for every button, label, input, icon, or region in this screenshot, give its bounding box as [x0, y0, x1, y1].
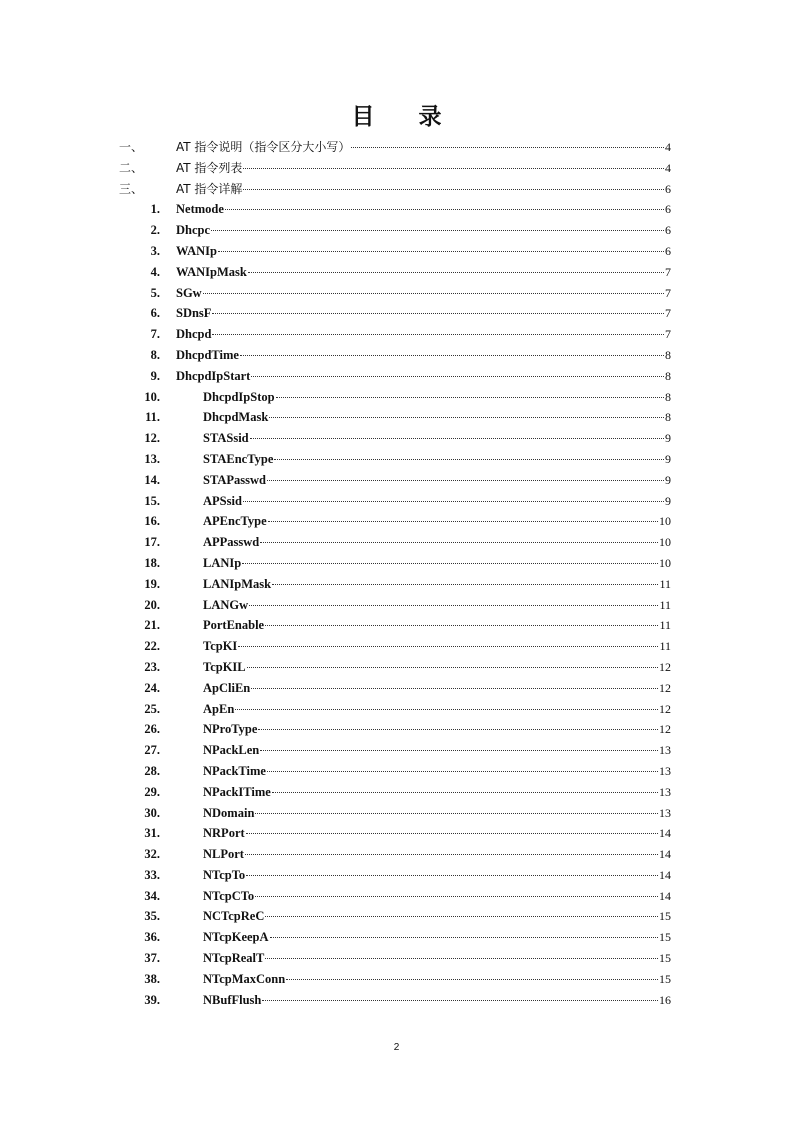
toc-dot-leader: [255, 813, 658, 814]
toc-entry[interactable]: [0, 407, 793, 428]
toc-entry-page[interactable]: 6: [665, 223, 671, 238]
toc-entry-title[interactable]: NTcpTo: [203, 867, 246, 882]
toc-entry-page[interactable]: 11: [659, 576, 671, 591]
toc-entry[interactable]: [0, 428, 793, 449]
page-number: 2: [393, 1042, 400, 1053]
toc-dot-leader: [272, 584, 658, 585]
toc-entry-number: 10.: [144, 389, 160, 404]
toc-entry[interactable]: [0, 387, 793, 408]
toc-entry-number: 16.: [144, 514, 160, 529]
toc-entry-page[interactable]: 7: [665, 327, 671, 342]
toc-entry-line: [176, 220, 671, 241]
toc-entry-line: [203, 782, 671, 803]
toc-entry-number: 21.: [144, 618, 160, 633]
toc-entry-number: 34.: [144, 888, 160, 903]
toc-entry-title[interactable]: DhcpdTime: [176, 347, 239, 362]
toc-entry-page[interactable]: 15: [659, 951, 671, 966]
toc-entry-page[interactable]: 9: [665, 493, 671, 508]
toc-entry-line: [203, 449, 671, 470]
toc-entry-number: 30.: [144, 805, 160, 820]
toc-entry-number: 35.: [144, 909, 160, 924]
toc-entry-line: [176, 303, 671, 324]
toc-entry-page[interactable]: 15: [659, 909, 671, 924]
toc-entry-title[interactable]: NLPort: [203, 847, 244, 862]
toc-entry-title[interactable]: Dhcpd: [176, 327, 212, 342]
toc-entry-page[interactable]: 8: [665, 389, 671, 404]
toc-entry-page[interactable]: 6: [665, 181, 671, 196]
toc-entry-page[interactable]: 4: [665, 160, 671, 175]
toc-entry-page[interactable]: 14: [659, 888, 671, 903]
toc-entry-page[interactable]: 4: [665, 140, 671, 154]
toc-entry[interactable]: [0, 532, 793, 553]
toc-entry-number: 37.: [144, 951, 160, 966]
toc-entry[interactable]: [0, 366, 793, 387]
toc-dot-leader: [242, 563, 658, 564]
toc-entry-title[interactable]: ApCliEn: [203, 680, 251, 695]
toc-entry-line: [203, 636, 671, 657]
toc-entry[interactable]: [0, 719, 793, 740]
toc-entry-page[interactable]: 13: [659, 805, 671, 820]
toc-entry-page[interactable]: 7: [665, 285, 671, 300]
toc-entry-title[interactable]: NPackLen: [203, 743, 260, 758]
toc-entry-number: 8.: [150, 347, 160, 362]
toc-entry-number: 14.: [144, 472, 160, 487]
toc-entry-number: 一、: [119, 140, 144, 154]
toc-entry-page[interactable]: 13: [659, 784, 671, 799]
toc-entry-title[interactable]: PortEnable: [203, 618, 265, 633]
toc-entry-number: 23.: [144, 659, 160, 674]
toc-entry[interactable]: [0, 137, 793, 158]
toc-dot-leader: [246, 833, 658, 834]
toc-entry-line: [176, 366, 671, 387]
toc-entry-number: 39.: [144, 992, 160, 1007]
toc-entry-page[interactable]: 11: [659, 597, 671, 612]
toc-entry-line: [203, 428, 671, 449]
toc-entry-title[interactable]: STASsid: [203, 431, 249, 446]
toc-dot-leader: [246, 875, 658, 876]
toc-entry-page[interactable]: 11: [659, 639, 671, 654]
toc-dot-leader: [265, 625, 658, 626]
toc-entry-title[interactable]: ApEn: [203, 701, 235, 716]
toc-entry-line: [176, 179, 671, 200]
toc-dot-leader: [265, 916, 658, 917]
toc-entry-title[interactable]: WANIp: [176, 243, 217, 258]
toc-entry-page[interactable]: 6: [665, 202, 671, 217]
toc-dot-leader: [243, 168, 664, 169]
toc-entry-title[interactable]: APEncType: [203, 514, 267, 529]
toc-entry-page[interactable]: 13: [659, 743, 671, 758]
toc-entry-line: [203, 699, 671, 720]
toc-entry-page[interactable]: 14: [659, 867, 671, 882]
toc-entry-page[interactable]: 15: [659, 971, 671, 986]
toc-entry-number: 29.: [144, 784, 160, 799]
toc-dot-leader: [243, 189, 664, 190]
toc-entry-number: 9.: [150, 368, 160, 383]
toc-entry-title[interactable]: NPackTime: [203, 763, 266, 778]
toc-dot-leader: [351, 147, 664, 148]
toc-dot-leader: [262, 1000, 658, 1001]
toc-entry-line: [176, 345, 671, 366]
toc-entry[interactable]: [0, 844, 793, 865]
toc-entry-title[interactable]: DhcpdIpStop: [203, 389, 275, 404]
toc-entry[interactable]: [0, 699, 793, 720]
toc-entry-number: 2.: [150, 223, 160, 238]
toc-entry[interactable]: [0, 906, 793, 927]
toc-entry-title[interactable]: LANIp: [203, 555, 242, 570]
toc-entry-number: 19.: [144, 576, 160, 591]
toc-entry-page[interactable]: 9: [665, 451, 671, 466]
toc-entry-number: 28.: [144, 763, 160, 778]
toc-entry[interactable]: [0, 241, 793, 262]
toc-dot-leader: [267, 480, 664, 481]
toc-entry-line: [203, 969, 671, 990]
toc-entry-page[interactable]: 12: [659, 722, 671, 737]
toc-entry-number: 15.: [144, 493, 160, 508]
toc-entry-page[interactable]: 10: [659, 535, 671, 550]
toc-entry-line: [203, 470, 671, 491]
toc-entry-number: 二、: [119, 160, 144, 175]
toc-entry-number: 13.: [144, 451, 160, 466]
toc-entry-line: [203, 844, 671, 865]
toc-entry[interactable]: [0, 511, 793, 532]
toc-entry-title[interactable]: AT 指令列表: [176, 160, 243, 175]
toc-dot-leader: [276, 397, 664, 398]
toc-dot-leader: [286, 979, 658, 980]
toc-entry-line: [203, 865, 671, 886]
toc-entry-number: 38.: [144, 971, 160, 986]
toc-entry-page[interactable]: 8: [665, 368, 671, 383]
toc-entry-line: [203, 511, 671, 532]
toc-entry-number: 1.: [150, 202, 160, 217]
toc-entry-title[interactable]: LANGw: [203, 597, 249, 612]
toc-entry-title[interactable]: AT 指令说明（指令区分大小写）: [176, 140, 351, 154]
toc-entry-page[interactable]: 9: [665, 431, 671, 446]
toc-entry-line: [203, 927, 671, 948]
toc-entry-number: 三、: [119, 181, 144, 196]
toc-entry[interactable]: [0, 740, 793, 761]
toc-entry[interactable]: [0, 927, 793, 948]
toc-entry-line: [203, 615, 671, 636]
toc-dot-leader: [238, 646, 658, 647]
toc-entry-page[interactable]: 16: [659, 992, 671, 1007]
toc-dot-leader: [274, 459, 664, 460]
toc-entry-title[interactable]: NTcpKeepA: [203, 930, 269, 945]
toc-entry[interactable]: [0, 553, 793, 574]
toc-dot-leader: [218, 251, 664, 252]
toc-entry-title[interactable]: NRPort: [203, 826, 245, 841]
toc-entry-title[interactable]: STAPasswd: [203, 472, 266, 487]
toc-entry-title[interactable]: DhcpdMask: [203, 410, 269, 425]
toc-entry-number: 33.: [144, 867, 160, 882]
toc-dot-leader: [203, 293, 664, 294]
toc-entry-page[interactable]: 10: [659, 514, 671, 529]
toc-entry-line: [203, 906, 671, 927]
toc-dot-leader: [265, 958, 658, 959]
toc-entry-page[interactable]: 12: [659, 701, 671, 716]
toc-entry-number: 11.: [145, 410, 160, 425]
toc-entry-line: [203, 532, 671, 553]
toc-entry-title[interactable]: TcpKIL: [203, 659, 246, 674]
toc-entry-title[interactable]: NTcpRealT: [203, 951, 265, 966]
toc-entry-page[interactable]: 9: [665, 472, 671, 487]
toc-entry-number: 20.: [144, 597, 160, 612]
toc-entry-line: [203, 553, 671, 574]
toc-title: 目 录: [351, 104, 460, 130]
toc-entry-title[interactable]: SGw: [176, 285, 202, 300]
toc-entry-number: 32.: [144, 847, 160, 862]
toc-entry[interactable]: [0, 179, 793, 200]
toc-dot-leader: [249, 605, 658, 606]
toc-entry[interactable]: [0, 574, 793, 595]
toc-entry[interactable]: [0, 990, 793, 1011]
toc-dot-leader: [272, 792, 658, 793]
toc-entry-line: [176, 262, 671, 283]
toc-entry-line: [203, 886, 671, 907]
toc-entry-line: [203, 740, 671, 761]
toc-entry[interactable]: [0, 220, 793, 241]
toc-entry-page[interactable]: 7: [665, 306, 671, 321]
toc-entry-title[interactable]: NCTcpReC: [203, 909, 265, 924]
toc-dot-leader: [240, 355, 664, 356]
toc-entry-title[interactable]: APPasswd: [203, 535, 260, 550]
toc-entry-number: 3.: [150, 243, 160, 258]
toc-entry-page[interactable]: 15: [659, 930, 671, 945]
toc-entry-title[interactable]: NTcpCTo: [203, 888, 255, 903]
toc-dot-leader: [270, 937, 658, 938]
toc-dot-leader: [245, 854, 658, 855]
toc-entry-line: [176, 241, 671, 262]
toc-entry[interactable]: [0, 303, 793, 324]
toc-entry[interactable]: [0, 158, 793, 179]
toc-entry-line: [176, 324, 671, 345]
toc-entry-page[interactable]: 14: [659, 847, 671, 862]
toc-dot-leader: [251, 688, 658, 689]
toc-entry-title[interactable]: AT 指令详解: [176, 181, 243, 196]
toc-dot-leader: [247, 667, 658, 668]
toc-list: [0, 137, 793, 1010]
toc-entry-number: 6.: [150, 306, 160, 321]
toc-entry-page[interactable]: 7: [665, 264, 671, 279]
toc-entry-line: [203, 678, 671, 699]
toc-dot-leader: [251, 376, 664, 377]
toc-entry-title[interactable]: NDomain: [203, 805, 255, 820]
toc-dot-leader: [255, 896, 658, 897]
toc-entry[interactable]: [0, 470, 793, 491]
toc-entry[interactable]: [0, 491, 793, 512]
toc-entry-number: 5.: [150, 285, 160, 300]
toc-entry-title[interactable]: NBufFlush: [203, 992, 262, 1007]
toc-entry-line: [203, 803, 671, 824]
toc-entry-page[interactable]: 8: [665, 410, 671, 425]
toc-entry-line: [203, 387, 671, 408]
toc-entry-page[interactable]: 12: [659, 659, 671, 674]
toc-dot-leader: [235, 709, 658, 710]
toc-entry-line: [203, 657, 671, 678]
toc-entry[interactable]: [0, 595, 793, 616]
toc-entry-line: [203, 948, 671, 969]
toc-entry-line: [176, 199, 671, 220]
toc-entry-number: 7.: [150, 327, 160, 342]
toc-entry-number: 26.: [144, 722, 160, 737]
toc-entry[interactable]: [0, 948, 793, 969]
toc-entry-number: 31.: [144, 826, 160, 841]
toc-dot-leader: [267, 771, 658, 772]
toc-entry[interactable]: [0, 823, 793, 844]
toc-entry[interactable]: [0, 345, 793, 366]
toc-dot-leader: [248, 272, 664, 273]
toc-entry-title[interactable]: APSsid: [203, 493, 242, 508]
toc-entry-line: [203, 407, 671, 428]
toc-entry-title[interactable]: SDnsF: [176, 306, 212, 321]
toc-dot-leader: [212, 334, 664, 335]
toc-entry-number: 27.: [144, 743, 160, 758]
toc-entry-title[interactable]: Netmode: [176, 202, 224, 217]
toc-entry-page[interactable]: 12: [659, 680, 671, 695]
toc-entry[interactable]: [0, 803, 793, 824]
toc-entry-line: [176, 137, 671, 158]
toc-entry-page[interactable]: 10: [659, 555, 671, 570]
toc-entry-number: 36.: [144, 930, 160, 945]
toc-dot-leader: [212, 313, 664, 314]
toc-entry-page[interactable]: 8: [665, 347, 671, 362]
toc-entry[interactable]: [0, 782, 793, 803]
toc-entry-line: [203, 719, 671, 740]
toc-entry[interactable]: [0, 657, 793, 678]
toc-entry-page[interactable]: 13: [659, 763, 671, 778]
toc-entry[interactable]: [0, 199, 793, 220]
toc-dot-leader: [260, 542, 658, 543]
toc-entry-line: [203, 574, 671, 595]
toc-entry-line: [203, 595, 671, 616]
toc-entry[interactable]: [0, 615, 793, 636]
toc-entry-number: 25.: [144, 701, 160, 716]
toc-entry-line: [203, 823, 671, 844]
toc-entry-number: 18.: [144, 555, 160, 570]
toc-dot-leader: [260, 750, 658, 751]
toc-dot-leader: [268, 521, 658, 522]
toc-entry[interactable]: [0, 678, 793, 699]
toc-entry-line: [176, 158, 671, 179]
toc-entry-number: 24.: [144, 680, 160, 695]
toc-dot-leader: [211, 230, 664, 231]
toc-entry-number: 4.: [150, 264, 160, 279]
toc-entry[interactable]: [0, 449, 793, 470]
toc-entry-title[interactable]: STAEncType: [203, 451, 274, 466]
toc-entry[interactable]: [0, 283, 793, 304]
toc-entry[interactable]: [0, 886, 793, 907]
toc-entry-number: 22.: [144, 639, 160, 654]
toc-entry[interactable]: [0, 761, 793, 782]
toc-entry-title[interactable]: Dhcpc: [176, 223, 211, 238]
toc-entry-line: [203, 491, 671, 512]
toc-entry-title[interactable]: WANIpMask: [176, 264, 247, 279]
toc-entry-title[interactable]: NPackITime: [203, 784, 271, 799]
toc-entry-title[interactable]: DhcpdIpStart: [176, 368, 251, 383]
toc-dot-leader: [269, 417, 664, 418]
toc-entry-number: 12.: [144, 431, 160, 446]
toc-dot-leader: [250, 438, 664, 439]
toc-entry-title[interactable]: TcpKI: [203, 639, 238, 654]
toc-dot-leader: [243, 501, 664, 502]
toc-entry[interactable]: [0, 636, 793, 657]
toc-dot-leader: [258, 729, 658, 730]
toc-entry[interactable]: [0, 324, 793, 345]
toc-entry-page[interactable]: 14: [659, 826, 671, 841]
toc-entry-line: [176, 283, 671, 304]
toc-entry-page[interactable]: 11: [659, 618, 671, 633]
toc-entry[interactable]: [0, 865, 793, 886]
toc-entry-title[interactable]: NTcpMaxConn: [203, 971, 286, 986]
toc-dot-leader: [225, 209, 664, 210]
toc-entry-line: [203, 761, 671, 782]
toc-entry-page[interactable]: 6: [665, 243, 671, 258]
toc-entry-title[interactable]: LANIpMask: [203, 576, 272, 591]
toc-entry[interactable]: [0, 262, 793, 283]
toc-entry-number: 17.: [144, 535, 160, 550]
toc-entry-line: [203, 990, 671, 1011]
toc-entry-title[interactable]: NProType: [203, 722, 258, 737]
toc-entry[interactable]: [0, 969, 793, 990]
